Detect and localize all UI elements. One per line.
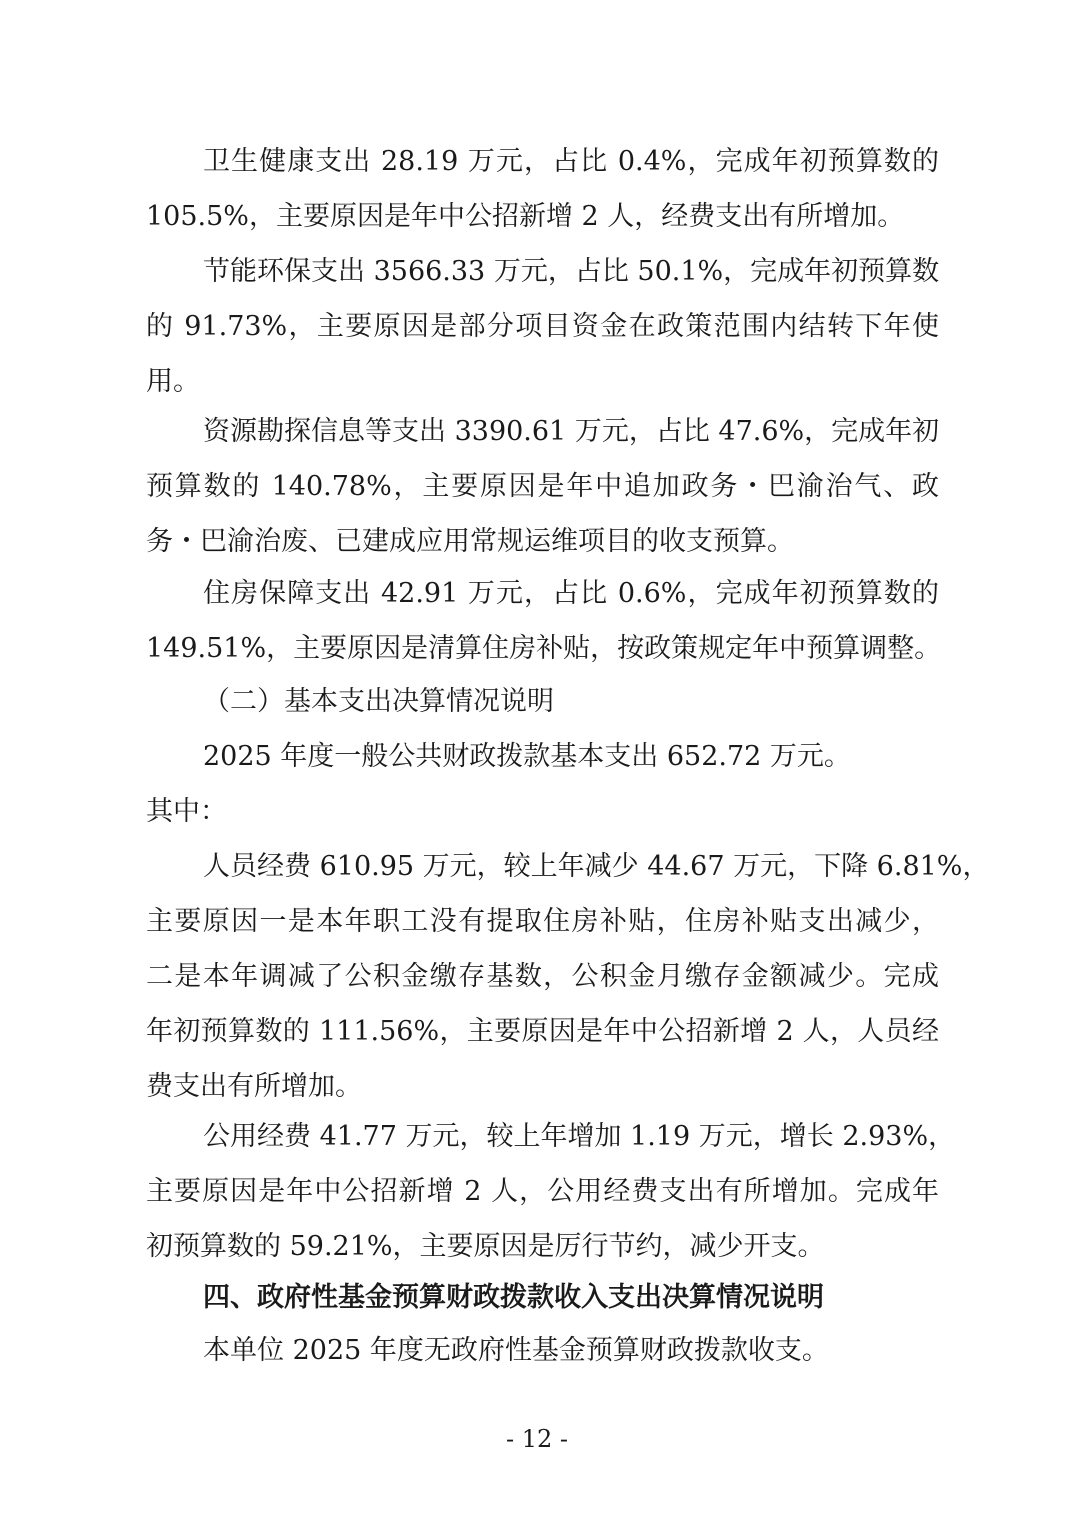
- personnel-line-4: 年初预算数的 111.56%，主要原因是年中公招新增 2 人，人员经: [146, 1016, 939, 1047]
- energy-line-1: 节能环保支出 3566.33 万元，占比 50.1%，完成年初预算数: [203, 256, 940, 287]
- section-4-body: 本单位 2025 年度无政府性基金预算财政拨款收支。: [203, 1335, 829, 1366]
- personnel-line-5: 费支出有所增加。: [146, 1071, 362, 1102]
- personnel-line-3: 二是本年调减了公积金缴存基数，公积金月缴存金额减少。完成: [146, 961, 939, 992]
- resource-line-1: 资源勘探信息等支出 3390.61 万元，占比 47.6%，完成年初: [203, 416, 940, 447]
- health-line-2: 105.5%，主要原因是年中公招新增 2 人，经费支出有所增加。: [146, 201, 905, 232]
- housing-line-1: 住房保障支出 42.91 万元，占比 0.6%，完成年初预算数的: [203, 578, 939, 609]
- public-line-2: 主要原因是年中公招新增 2 人，公用经费支出有所增加。完成年: [146, 1176, 939, 1207]
- public-line-3: 初预算数的 59.21%，主要原因是厉行节约，减少开支。: [146, 1231, 825, 1262]
- basic-intro-line-2: 其中：: [146, 796, 227, 827]
- basic-intro-line-1: 2025 年度一般公共财政拨款基本支出 652.72 万元。: [203, 741, 851, 772]
- page-number: - 12 -: [505, 1425, 568, 1453]
- basic-expenditure-heading: （二）基本支出决算情况说明: [203, 686, 554, 717]
- public-line-1: 公用经费 41.77 万元，较上年增加 1.19 万元，增长 2.93%，: [203, 1121, 956, 1152]
- section-4-heading: 四、政府性基金预算财政拨款收入支出决算情况说明: [203, 1282, 824, 1313]
- resource-line-2: 预算数的 140.78%，主要原因是年中追加政务・巴渝治气、政: [146, 471, 939, 502]
- energy-line-3: 用。: [146, 366, 200, 397]
- resource-line-3: 务・巴渝治废、已建成应用常规运维项目的收支预算。: [146, 526, 794, 557]
- personnel-line-1: 人员经费 610.95 万元，较上年减少 44.67 万元，下降 6.81%，: [203, 851, 990, 882]
- health-line-1: 卫生健康支出 28.19 万元，占比 0.4%，完成年初预算数的: [203, 146, 939, 177]
- personnel-line-2: 主要原因一是本年职工没有提取住房补贴，住房补贴支出减少，: [146, 906, 939, 937]
- housing-line-2: 149.51%，主要原因是清算住房补贴，按政策规定年中预算调整。: [146, 633, 942, 664]
- energy-line-2: 的 91.73%，主要原因是部分项目资金在政策范围内结转下年使: [146, 311, 939, 342]
